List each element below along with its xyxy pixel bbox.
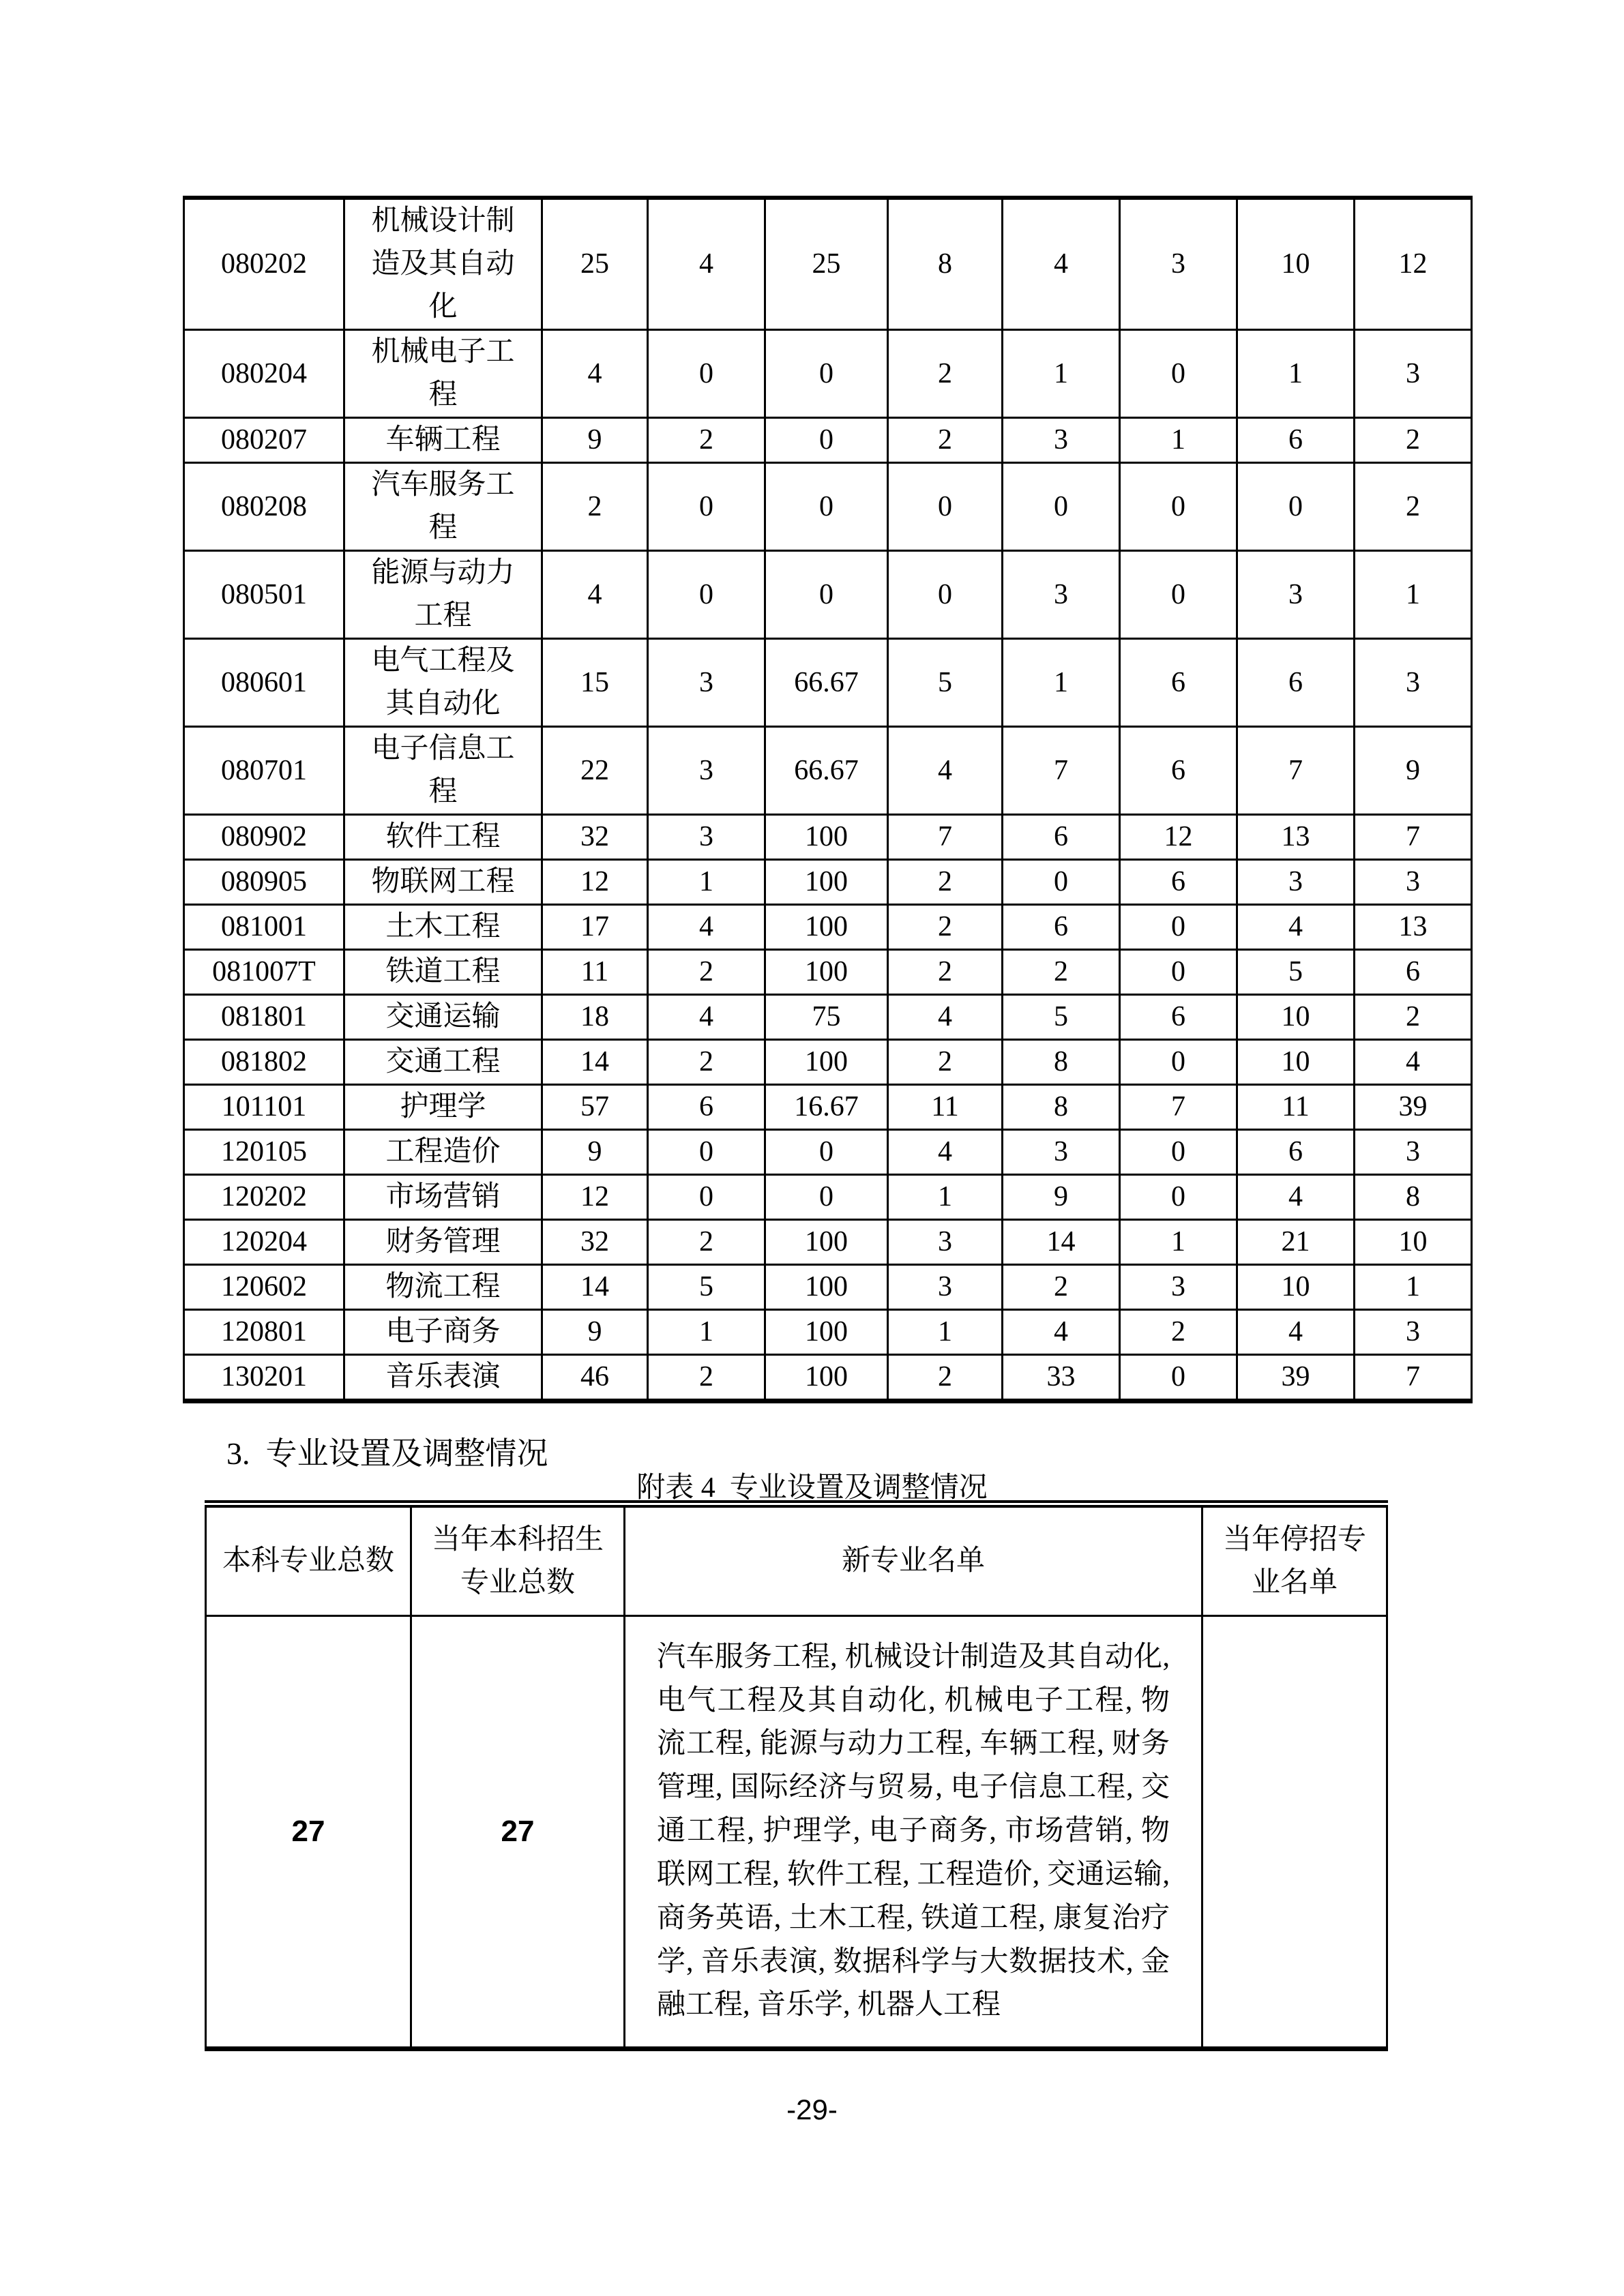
- value-cell: 9: [542, 418, 648, 463]
- value-cell: 0: [1120, 330, 1237, 418]
- value-cell: 3: [888, 1220, 1003, 1265]
- major-name-cell: 电气工程及其自动化: [344, 639, 542, 727]
- value-cell: 2: [888, 950, 1003, 995]
- value-cell: 7: [888, 815, 1003, 860]
- value-cell: 0: [888, 463, 1003, 551]
- major-code-cell: 120202: [184, 1175, 344, 1220]
- value-cell: 100: [765, 905, 888, 950]
- value-cell: 9: [542, 1310, 648, 1355]
- major-code-cell: 081802: [184, 1040, 344, 1085]
- value-cell: 3: [1120, 1265, 1237, 1310]
- value-cell: 22: [542, 727, 648, 815]
- value-cell: 0: [648, 463, 765, 551]
- value-cell: 3: [1003, 1130, 1120, 1175]
- table-row: [184, 463, 1472, 551]
- value-cell: 0: [888, 551, 1003, 639]
- value-cell: 4: [1237, 1175, 1355, 1220]
- table-row: [184, 1220, 1472, 1265]
- value-cell: 0: [1120, 905, 1237, 950]
- value-cell: 33: [1003, 1355, 1120, 1401]
- value-cell: 0: [648, 1130, 765, 1175]
- total-majors-cell: 27: [206, 1616, 411, 2049]
- value-cell: 100: [765, 1310, 888, 1355]
- value-cell: 6: [1120, 727, 1237, 815]
- value-cell: 6: [1120, 860, 1237, 905]
- value-cell: 5: [1237, 950, 1355, 995]
- value-cell: 1: [1120, 418, 1237, 463]
- major-code-cell: 080202: [184, 198, 344, 330]
- table-row: [184, 551, 1472, 639]
- majors-adjustment-table: [205, 1500, 1388, 2051]
- table-caption: 附表 4 专业设置及调整情况: [636, 1472, 988, 1504]
- enrolling-majors-cell: 27: [411, 1616, 625, 2049]
- value-cell: 3: [888, 1265, 1003, 1310]
- value-cell: 3: [1355, 639, 1472, 727]
- value-cell: 6: [1003, 905, 1120, 950]
- major-code-cell: 120602: [184, 1265, 344, 1310]
- value-cell: 7: [1355, 1355, 1472, 1401]
- major-name-cell: 软件工程: [344, 815, 542, 860]
- value-cell: 0: [765, 463, 888, 551]
- value-cell: 2: [888, 860, 1003, 905]
- header-row: [206, 1504, 1387, 1616]
- major-code-cell: 101101: [184, 1085, 344, 1130]
- value-cell: 6: [1120, 639, 1237, 727]
- value-cell: 4: [648, 198, 765, 330]
- value-cell: 16.67: [765, 1085, 888, 1130]
- major-name-cell: 铁道工程: [344, 950, 542, 995]
- value-cell: 14: [1003, 1220, 1120, 1265]
- value-cell: 2: [648, 1220, 765, 1265]
- table-row: [184, 860, 1472, 905]
- major-name-cell: 机械设计制造及其自动化: [344, 198, 542, 330]
- table-row: [184, 198, 1472, 330]
- value-cell: 3: [1003, 418, 1120, 463]
- value-cell: 11: [1237, 1085, 1355, 1130]
- table-row: [184, 1040, 1472, 1085]
- value-cell: 25: [542, 198, 648, 330]
- value-cell: 2: [888, 1040, 1003, 1085]
- value-cell: 32: [542, 815, 648, 860]
- value-cell: 2: [888, 330, 1003, 418]
- major-code-cell: 120204: [184, 1220, 344, 1265]
- value-cell: 10: [1355, 1220, 1472, 1265]
- major-code-cell: 081801: [184, 995, 344, 1040]
- value-cell: 10: [1237, 1040, 1355, 1085]
- column-header: 当年本科招生专业总数: [411, 1504, 625, 1616]
- value-cell: 13: [1355, 905, 1472, 950]
- value-cell: 2: [1120, 1310, 1237, 1355]
- value-cell: 0: [765, 551, 888, 639]
- value-cell: 0: [1120, 463, 1237, 551]
- value-cell: 2: [888, 905, 1003, 950]
- major-name-cell: 物联网工程: [344, 860, 542, 905]
- value-cell: 0: [1120, 950, 1237, 995]
- major-code-cell: 080204: [184, 330, 344, 418]
- value-cell: 66.67: [765, 639, 888, 727]
- value-cell: 0: [1003, 860, 1120, 905]
- major-code-cell: 080905: [184, 860, 344, 905]
- value-cell: 3: [1355, 860, 1472, 905]
- value-cell: 8: [1355, 1175, 1472, 1220]
- value-cell: 11: [888, 1085, 1003, 1130]
- value-cell: 0: [648, 330, 765, 418]
- value-cell: 11: [542, 950, 648, 995]
- value-cell: 100: [765, 815, 888, 860]
- value-cell: 8: [1003, 1040, 1120, 1085]
- major-name-cell: 交通运输: [344, 995, 542, 1040]
- major-code-cell: 130201: [184, 1355, 344, 1401]
- value-cell: 4: [1003, 1310, 1120, 1355]
- value-cell: 39: [1355, 1085, 1472, 1130]
- value-cell: 6: [1355, 950, 1472, 995]
- table-row: [206, 1616, 1387, 2049]
- table-row: [184, 1085, 1472, 1130]
- value-cell: 3: [1237, 860, 1355, 905]
- value-cell: 12: [1355, 198, 1472, 330]
- major-name-cell: 护理学: [344, 1085, 542, 1130]
- value-cell: 0: [648, 551, 765, 639]
- value-cell: 6: [1237, 418, 1355, 463]
- value-cell: 2: [1355, 995, 1472, 1040]
- page-number: -29-: [786, 2093, 838, 2126]
- value-cell: 0: [765, 330, 888, 418]
- value-cell: 57: [542, 1085, 648, 1130]
- value-cell: 100: [765, 1040, 888, 1085]
- majors-adjustment-table-head: [206, 1504, 1387, 1616]
- major-name-cell: 电子商务: [344, 1310, 542, 1355]
- value-cell: 17: [542, 905, 648, 950]
- section-heading: 3. 专业设置及调整情况: [226, 1436, 548, 1471]
- value-cell: 2: [1355, 418, 1472, 463]
- major-code-cell: 080207: [184, 418, 344, 463]
- value-cell: 4: [1355, 1040, 1472, 1085]
- value-cell: 0: [1120, 1175, 1237, 1220]
- value-cell: 1: [1355, 1265, 1472, 1310]
- value-cell: 1: [1003, 639, 1120, 727]
- value-cell: 6: [648, 1085, 765, 1130]
- table-row: [184, 1265, 1472, 1310]
- value-cell: 2: [1003, 950, 1120, 995]
- value-cell: 3: [648, 815, 765, 860]
- value-cell: 14: [542, 1265, 648, 1310]
- column-header: 本科专业总数: [206, 1504, 411, 1616]
- value-cell: 100: [765, 1265, 888, 1310]
- value-cell: 2: [542, 463, 648, 551]
- value-cell: 1: [888, 1310, 1003, 1355]
- major-code-cell: 080701: [184, 727, 344, 815]
- value-cell: 3: [1355, 1130, 1472, 1175]
- value-cell: 3: [1120, 198, 1237, 330]
- value-cell: 8: [888, 198, 1003, 330]
- table-row: [184, 330, 1472, 418]
- value-cell: 6: [1237, 639, 1355, 727]
- value-cell: 10: [1237, 1265, 1355, 1310]
- major-code-cell: 080501: [184, 551, 344, 639]
- value-cell: 4: [648, 905, 765, 950]
- major-name-cell: 机械电子工程: [344, 330, 542, 418]
- major-name-cell: 汽车服务工程: [344, 463, 542, 551]
- value-cell: 12: [542, 1175, 648, 1220]
- value-cell: 2: [648, 1355, 765, 1401]
- value-cell: 1: [1237, 330, 1355, 418]
- major-code-cell: 080208: [184, 463, 344, 551]
- value-cell: 0: [765, 1130, 888, 1175]
- value-cell: 100: [765, 950, 888, 995]
- value-cell: 0: [765, 1175, 888, 1220]
- value-cell: 0: [1120, 1355, 1237, 1401]
- value-cell: 25: [765, 198, 888, 330]
- value-cell: 1: [1003, 330, 1120, 418]
- value-cell: 3: [1355, 1310, 1472, 1355]
- value-cell: 3: [648, 727, 765, 815]
- value-cell: 0: [1120, 1130, 1237, 1175]
- column-header: 当年停招专业名单: [1202, 1504, 1387, 1616]
- value-cell: 0: [1120, 551, 1237, 639]
- value-cell: 1: [1120, 1220, 1237, 1265]
- value-cell: 5: [888, 639, 1003, 727]
- value-cell: 0: [648, 1175, 765, 1220]
- value-cell: 7: [1003, 727, 1120, 815]
- value-cell: 12: [1120, 815, 1237, 860]
- value-cell: 9: [1003, 1175, 1120, 1220]
- table-row: [184, 418, 1472, 463]
- value-cell: 2: [888, 418, 1003, 463]
- major-code-cell: 081007T: [184, 950, 344, 995]
- value-cell: 100: [765, 1355, 888, 1401]
- value-cell: 14: [542, 1040, 648, 1085]
- major-name-cell: 市场营销: [344, 1175, 542, 1220]
- majors-status-table-body: [184, 198, 1472, 1401]
- table-row: [184, 639, 1472, 727]
- value-cell: 39: [1237, 1355, 1355, 1401]
- value-cell: 15: [542, 639, 648, 727]
- value-cell: 3: [648, 639, 765, 727]
- value-cell: 0: [765, 418, 888, 463]
- majors-adjustment-table-body: [206, 1616, 1387, 2049]
- value-cell: 7: [1120, 1085, 1237, 1130]
- majors-status-table: [183, 196, 1473, 1403]
- value-cell: 9: [542, 1130, 648, 1175]
- value-cell: 0: [1003, 463, 1120, 551]
- value-cell: 12: [542, 860, 648, 905]
- value-cell: 4: [888, 995, 1003, 1040]
- value-cell: 9: [1355, 727, 1472, 815]
- major-name-cell: 物流工程: [344, 1265, 542, 1310]
- value-cell: 0: [1120, 1040, 1237, 1085]
- value-cell: 0: [1237, 463, 1355, 551]
- value-cell: 32: [542, 1220, 648, 1265]
- major-name-cell: 土木工程: [344, 905, 542, 950]
- value-cell: 2: [648, 1040, 765, 1085]
- value-cell: 10: [1237, 995, 1355, 1040]
- value-cell: 100: [765, 860, 888, 905]
- table-row: [184, 815, 1472, 860]
- value-cell: 21: [1237, 1220, 1355, 1265]
- suspended-majors-cell: [1202, 1616, 1387, 2049]
- major-code-cell: 120801: [184, 1310, 344, 1355]
- value-cell: 7: [1355, 815, 1472, 860]
- value-cell: 4: [1237, 1310, 1355, 1355]
- value-cell: 5: [1003, 995, 1120, 1040]
- value-cell: 4: [888, 727, 1003, 815]
- major-code-cell: 080601: [184, 639, 344, 727]
- table-row: [184, 905, 1472, 950]
- table-row: [184, 1355, 1472, 1401]
- new-majors-cell: 汽车服务工程, 机械设计制造及其自动化, 电气工程及其自动化, 机械电子工程, 物流工程, 能源与动力工程, 车辆工程, 财务管理, 国际经济与贸易, 电子信息工程, 交通工程, 护理学, 电子商务, 市场营销, 物联网工程, 软件工程, 工程造价, 交通运输, 商务英语, 土木工程, 铁道工程, 康复治疗学, 音乐表演, 数据科学与大数据技术, 金融工程, 音乐学, 机器人工程: [625, 1616, 1202, 2049]
- table-row: [184, 950, 1472, 995]
- major-name-cell: 音乐表演: [344, 1355, 542, 1401]
- major-code-cell: 081001: [184, 905, 344, 950]
- major-name-cell: 车辆工程: [344, 418, 542, 463]
- table-row: [184, 1310, 1472, 1355]
- value-cell: 18: [542, 995, 648, 1040]
- value-cell: 2: [1003, 1265, 1120, 1310]
- value-cell: 1: [648, 1310, 765, 1355]
- major-name-cell: 电子信息工程: [344, 727, 542, 815]
- value-cell: 6: [1003, 815, 1120, 860]
- value-cell: 3: [1237, 551, 1355, 639]
- value-cell: 6: [1237, 1130, 1355, 1175]
- table-row: [184, 1175, 1472, 1220]
- value-cell: 1: [1355, 551, 1472, 639]
- value-cell: 7: [1237, 727, 1355, 815]
- value-cell: 13: [1237, 815, 1355, 860]
- value-cell: 1: [648, 860, 765, 905]
- value-cell: 4: [648, 995, 765, 1040]
- table-row: [184, 727, 1472, 815]
- column-header: 新专业名单: [625, 1504, 1202, 1616]
- value-cell: 4: [888, 1130, 1003, 1175]
- value-cell: 6: [1120, 995, 1237, 1040]
- value-cell: 46: [542, 1355, 648, 1401]
- value-cell: 66.67: [765, 727, 888, 815]
- value-cell: 2: [1355, 463, 1472, 551]
- value-cell: 4: [542, 551, 648, 639]
- major-name-cell: 财务管理: [344, 1220, 542, 1265]
- table-row: [184, 995, 1472, 1040]
- value-cell: 1: [888, 1175, 1003, 1220]
- value-cell: 100: [765, 1220, 888, 1265]
- value-cell: 3: [1355, 330, 1472, 418]
- value-cell: 2: [648, 418, 765, 463]
- value-cell: 8: [1003, 1085, 1120, 1130]
- value-cell: 4: [542, 330, 648, 418]
- major-code-cell: 080902: [184, 815, 344, 860]
- value-cell: 3: [1003, 551, 1120, 639]
- value-cell: 4: [1237, 905, 1355, 950]
- major-name-cell: 能源与动力工程: [344, 551, 542, 639]
- value-cell: 2: [648, 950, 765, 995]
- value-cell: 2: [888, 1355, 1003, 1401]
- major-name-cell: 工程造价: [344, 1130, 542, 1175]
- value-cell: 4: [1003, 198, 1120, 330]
- value-cell: 10: [1237, 198, 1355, 330]
- major-name-cell: 交通工程: [344, 1040, 542, 1085]
- table-row: [184, 1130, 1472, 1175]
- value-cell: 5: [648, 1265, 765, 1310]
- value-cell: 75: [765, 995, 888, 1040]
- major-code-cell: 120105: [184, 1130, 344, 1175]
